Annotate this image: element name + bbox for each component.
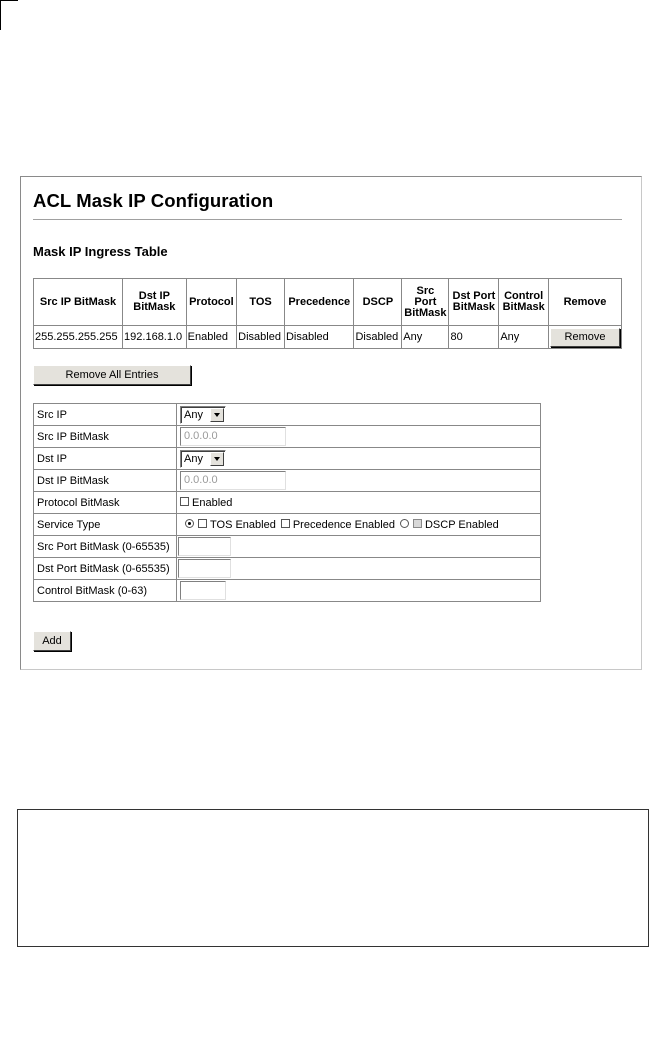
header-dst-ip-bitmask <box>123 279 187 326</box>
form-row-src-ip <box>34 404 541 426</box>
cell-dst-ip-bitmask: 192.168.1.0 <box>123 326 187 349</box>
remove-all-entries-button[interactable]: Remove All Entries <box>33 365 191 385</box>
crop-mark-vertical <box>0 0 1 30</box>
service-type-label: Service Type <box>34 514 177 536</box>
protocol-bitmask-label: Protocol BitMask <box>34 492 177 514</box>
cell-control-bitmask: Any <box>499 326 549 349</box>
precedence-enabled-label: Precedence Enabled <box>292 518 395 531</box>
page-title: ACL Mask IP Configuration <box>33 190 274 211</box>
dst-port-bitmask-cell <box>177 558 541 580</box>
remove-button[interactable]: Remove <box>550 328 620 347</box>
precedence-option <box>281 519 395 531</box>
mask-ip-ingress-table <box>33 278 622 349</box>
add-button[interactable]: Add <box>33 631 71 651</box>
title-divider <box>33 219 622 220</box>
chevron-down-icon[interactable] <box>210 408 224 422</box>
empty-note-box <box>17 809 649 947</box>
src-port-bitmask-input[interactable] <box>178 537 231 556</box>
header-protocol: Protocol <box>186 279 237 326</box>
header-dst-port-line1: Dst Port <box>452 290 496 302</box>
header-src-port-bitmask <box>402 279 449 326</box>
src-ip-cell <box>177 404 541 426</box>
dst-port-bitmask-label: Dst Port BitMask (0-65535) <box>34 558 177 580</box>
dscp-enabled-checkbox[interactable] <box>413 519 422 528</box>
section-title: Mask IP Ingress Table <box>33 244 168 259</box>
dst-ip-cell <box>177 448 541 470</box>
chevron-down-icon[interactable] <box>210 452 224 466</box>
tos-enabled-checkbox[interactable] <box>198 519 207 528</box>
form-row-src-ip-bitmask <box>34 426 541 448</box>
form-row-service-type <box>34 514 541 536</box>
src-ip-select-value: Any <box>184 408 203 421</box>
header-tos: TOS <box>237 279 285 326</box>
service-type-cell <box>177 514 541 536</box>
src-ip-bitmask-cell <box>177 426 541 448</box>
cell-precedence: Disabled <box>284 326 353 349</box>
tos-option <box>198 519 276 531</box>
header-dst-port-line2: BitMask <box>452 301 495 313</box>
header-src-port-line2: Port <box>414 295 437 308</box>
table-row <box>34 326 622 349</box>
src-ip-bitmask-input[interactable]: 0.0.0.0 <box>180 427 286 446</box>
src-port-bitmask-label: Src Port BitMask (0-65535) <box>34 536 177 558</box>
acl-mask-ip-screenshot <box>20 176 642 670</box>
dscp-enabled-label: DSCP Enabled <box>424 518 499 531</box>
dst-ip-bitmask-input[interactable]: 0.0.0.0 <box>180 471 286 490</box>
protocol-bitmask-cell <box>177 492 541 514</box>
control-bitmask-input[interactable] <box>180 581 226 600</box>
cell-src-ip-bitmask: 255.255.255.255 <box>34 326 123 349</box>
cell-src-port-bitmask: Any <box>402 326 449 349</box>
crop-mark-horizontal <box>0 0 18 1</box>
dst-ip-label: Dst IP <box>34 448 177 470</box>
dst-ip-select[interactable] <box>180 450 226 468</box>
control-bitmask-cell <box>177 580 541 602</box>
protocol-enabled-checkbox[interactable] <box>180 497 189 506</box>
form-row-control-bitmask <box>34 580 541 602</box>
header-precedence: Precedence <box>284 279 353 326</box>
header-control-line1: Control <box>504 290 544 302</box>
header-dst-port-bitmask <box>449 279 499 326</box>
dst-ip-bitmask-label: Dst IP BitMask <box>34 470 177 492</box>
form-row-dst-ip <box>34 448 541 470</box>
header-control-bitmask <box>499 279 549 326</box>
table-header-row <box>34 279 622 326</box>
header-dscp: DSCP <box>354 279 402 326</box>
header-remove: Remove <box>549 279 622 326</box>
control-bitmask-label: Control BitMask (0-63) <box>34 580 177 602</box>
form-row-dst-ip-bitmask <box>34 470 541 492</box>
src-ip-select[interactable] <box>180 406 226 424</box>
src-port-bitmask-cell <box>177 536 541 558</box>
cell-remove <box>549 326 622 349</box>
src-ip-bitmask-label: Src IP BitMask <box>34 426 177 448</box>
cell-tos: Disabled <box>237 326 285 349</box>
tos-precedence-radio[interactable] <box>185 519 194 528</box>
header-src-port-line1: Src <box>416 284 435 297</box>
src-ip-label: Src IP <box>34 404 177 426</box>
dst-ip-select-value: Any <box>184 452 203 465</box>
header-dst-ip-bitmask-line2: BitMask <box>133 301 176 313</box>
cell-protocol: Enabled <box>186 326 237 349</box>
mask-ip-form <box>33 403 541 602</box>
tos-enabled-label: TOS Enabled <box>210 518 276 531</box>
cell-dst-port-bitmask: 80 <box>449 326 499 349</box>
precedence-enabled-checkbox[interactable] <box>281 519 290 528</box>
form-row-src-port-bitmask <box>34 536 541 558</box>
crop-mark <box>0 0 18 30</box>
dst-ip-bitmask-cell <box>177 470 541 492</box>
header-src-port-line3: BitMask <box>404 306 447 319</box>
header-dst-ip-bitmask-line1: Dst IP <box>138 290 170 302</box>
form-row-protocol-bitmask <box>34 492 541 514</box>
header-control-line2: BitMask <box>502 301 545 313</box>
protocol-enabled-label: Enabled <box>192 496 233 509</box>
header-src-ip-bitmask: Src IP BitMask <box>34 279 123 326</box>
cell-dscp: Disabled <box>354 326 402 349</box>
dscp-radio[interactable] <box>400 519 409 528</box>
form-row-dst-port-bitmask <box>34 558 541 580</box>
dst-port-bitmask-input[interactable] <box>178 559 231 578</box>
